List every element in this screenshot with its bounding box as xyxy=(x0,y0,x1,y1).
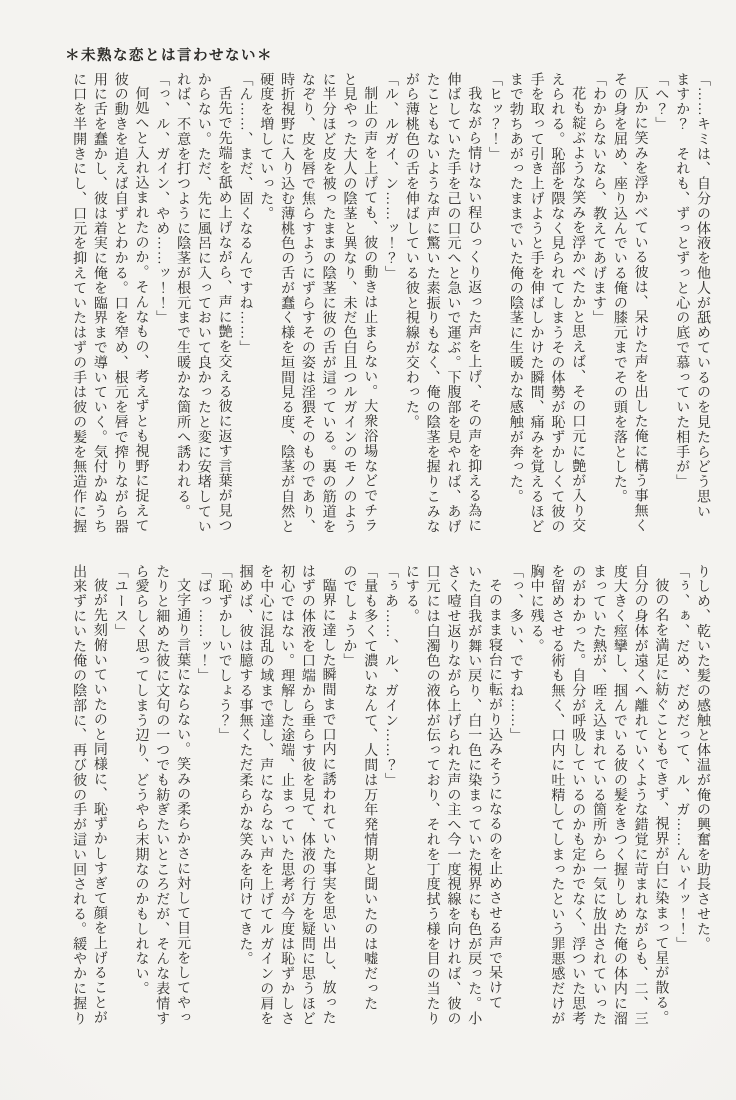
text-line: 臨界に達した瞬間まで口内に誘われていた事実を思い出し、放った xyxy=(320,578,336,1025)
text-line: 「ばっ……ッ！」 xyxy=(195,564,211,684)
text-line: 用に舌を蠢かし、彼は着実に俺を臨界まで導いていく。気付かぬうち xyxy=(91,72,107,534)
text-line: 制止の声を上げても、彼の動きは止まらない。大衆浴場などでチラ xyxy=(362,86,378,533)
text-line: ますか？ それも、ずっとずっと心の底で慕っていた相手が」 xyxy=(674,72,690,490)
text-line: れば、不意を打つように陰茎が根元まで生暖かな箇所へ誘われる。 xyxy=(175,72,191,519)
text-line: 「ヒッ？！」 xyxy=(487,72,503,162)
text-line: 「ぅあ……、ル、ガイン……？」 xyxy=(383,564,399,788)
page-title: ＊未熟な恋とは言わせない＊ xyxy=(65,48,273,64)
text-line: いた自我が舞い戻り、白一色に染まっていた視界にも色が戻った。小 xyxy=(466,564,482,1026)
text-line: に半分ほど皮を被ったままの陰茎に彼の舌が這っている。裏の筋道を xyxy=(320,72,336,534)
text-line: 我ながら情けない程ひっくり返った声を上げ、その声を抑える為に xyxy=(466,86,482,533)
text-line: 舌先で先端を舐め上げながら、声に艶を交える彼に返す言葉が見つ xyxy=(216,86,232,533)
text-line: えられる。恥部を隈なく見られてしまうその体勢が恥ずかしくて彼の xyxy=(549,72,565,534)
text-line: 硬度を増していった。 xyxy=(258,72,274,221)
text-line: 「ル、ルガイ、ン……ッ！？」 xyxy=(383,72,399,281)
text-line: 文字通り言葉にならない。笑みの柔らかさに対して目元をしてやっ xyxy=(175,578,191,1025)
text-line: からない。ただ、先に風呂に入っておいて良かったと変に安堵してい xyxy=(195,72,211,534)
text-line: 彼の動きを追えば自ずとわかる。口を窄め、根元を唇で搾りながら器 xyxy=(112,72,128,534)
text-line: 「ぅ、ぁ、だめ、だめだって、ル、ガ……んぃイッ！！」 xyxy=(674,564,690,952)
text-line: を中心に混乱の域まで達し、声にならない声を上げてルガインの肩を xyxy=(258,564,274,1026)
text-line: 「へ？」 xyxy=(653,72,669,132)
text-line: その身を屈め、座り込んでいる俺の膝元までその頭を落とした。 xyxy=(611,72,627,505)
text-line: たりと細めた彼に文句の一つでも紡ぎたいところだが、そんな表情す xyxy=(154,564,170,1026)
text-block-bottom xyxy=(67,564,712,1034)
text-line: 時折視野に入り込む薄桃色の舌が蠢く様を垣間見る度、陰茎が自然と xyxy=(279,72,295,534)
text-line: 「……キミは、自分の体液を他人が舐めているのを見たらどう思い xyxy=(695,72,710,519)
text-line: 口元には白濁色の液体が伝っており、それを丁度拭う様を目の当たり xyxy=(424,564,440,1026)
text-line: のがわかった。自分が呼吸しているのかも定かでなく、浮ついた思考 xyxy=(570,564,586,1026)
text-line: 彼の名を満足に紡ぐこともできず、視界が白に染まって星が散る。 xyxy=(653,578,669,1025)
text-line: 伸ばしていた手を己の口元へと急いで運ぶ。下腹部を見やれば、あげ xyxy=(445,72,461,534)
text-line: と見やった大人の陰茎と異なり、未だ色白且つルガインのモノのよう xyxy=(341,72,357,534)
text-line: まっていた熱が、咥え込まれている箇所から一気に放出されていった xyxy=(591,564,607,1026)
text-line: 何処へと入れ込まれたのか。そんなもの、考えずとも視野に捉えて xyxy=(133,86,149,533)
text-line: 胸中に残る。 xyxy=(528,564,544,654)
text-line: を留めさせる術も無く、口内に吐精してしまったという罪悪感だけが xyxy=(549,564,565,1026)
text-line: 仄かに笑みを浮かべている彼は、呆けた声を出した俺に構う事無く xyxy=(632,86,648,533)
text-line: 初心ではない。理解した途端、止まっていた思考が今度は恥ずかしさ xyxy=(279,564,295,1026)
text-line: さく噎せ返りながら上げられた声の主へ今一度視線を向ければ、彼の xyxy=(445,564,461,1026)
text-line: にする。 xyxy=(403,564,419,624)
text-block-top xyxy=(67,72,712,542)
text-line: 自分の身体が遠くへ離れていくような錯覚に苛まれながらも、二、三 xyxy=(632,564,648,1026)
text-line: ら愛らしく思ってしまう辺り、どうやら末期なのかもしれない。 xyxy=(133,564,149,997)
text-line: 「量も多くて濃いなんて、人間は万年発情期と聞いたのは嘘だった xyxy=(362,564,378,1011)
text-line: に口を半開きにし、口元を抑えていたはずの手は彼の髪を無造作に握 xyxy=(71,72,87,534)
text-line: のでしょうか」 xyxy=(341,564,357,669)
text-line: 花も綻ぶような笑みを浮かべたかと思えば、その口元に艶が入り交 xyxy=(570,86,586,533)
text-line: りしめ、乾いた髪の感触と体温が俺の興奮を助長させた。 xyxy=(695,564,710,952)
text-line: 「ん……、まだ、固くなるんですね……」 xyxy=(237,72,253,356)
text-line: 「わからないなら、教えてあげます」 xyxy=(591,72,607,326)
text-line: 「っ、ル、ガイン、やめ……ッ！！」 xyxy=(154,72,170,326)
text-line: たこともないような声に驚いた素振りもなく、俺の陰茎を握りこみな xyxy=(424,72,440,534)
text-line: 出来ずにいた俺の陰部に、再び彼の手が這い回される。緩やかに握り xyxy=(71,564,87,1026)
text-line: 手を取って引き上げようと手を伸ばしかけた瞬間、痛みを覚えるほど xyxy=(528,72,544,534)
text-line: 「っ、多い、ですね……」 xyxy=(507,564,523,743)
text-line: 掴めば、彼は臆する事無くただ柔らかな笑みを向けてきた。 xyxy=(237,564,253,967)
text-line: まで勃ちあがったままでいた俺の陰茎に生暖かな感触が奔った。 xyxy=(507,72,523,505)
text-line: 「恥ずかしいでしょう？」 xyxy=(216,564,232,743)
text-line: 彼が先刻俯いていたのと同様に、恥ずかしすぎて顔を上げることが xyxy=(91,578,107,1025)
text-line: 度大きく痙攣し、掴んでいる彼の髪をきつく握りしめた俺の体内に溜 xyxy=(611,564,627,1026)
text-line: がら薄桃色の舌を伸ばしている彼と視線が交わった。 xyxy=(403,72,419,430)
text-line: そのまま寝台に転がり込みそうになるのを止めさせる声で呆けて xyxy=(487,578,503,1011)
text-line: はずの体液を口端から垂らす彼を見て、体液の行方を疑問に思うほど xyxy=(299,564,315,1026)
text-line: なぞり、皮を唇で焦らすようにずらすその姿は淫猥そのものであり、 xyxy=(299,72,315,534)
text-line: 「ユース」 xyxy=(112,564,128,639)
